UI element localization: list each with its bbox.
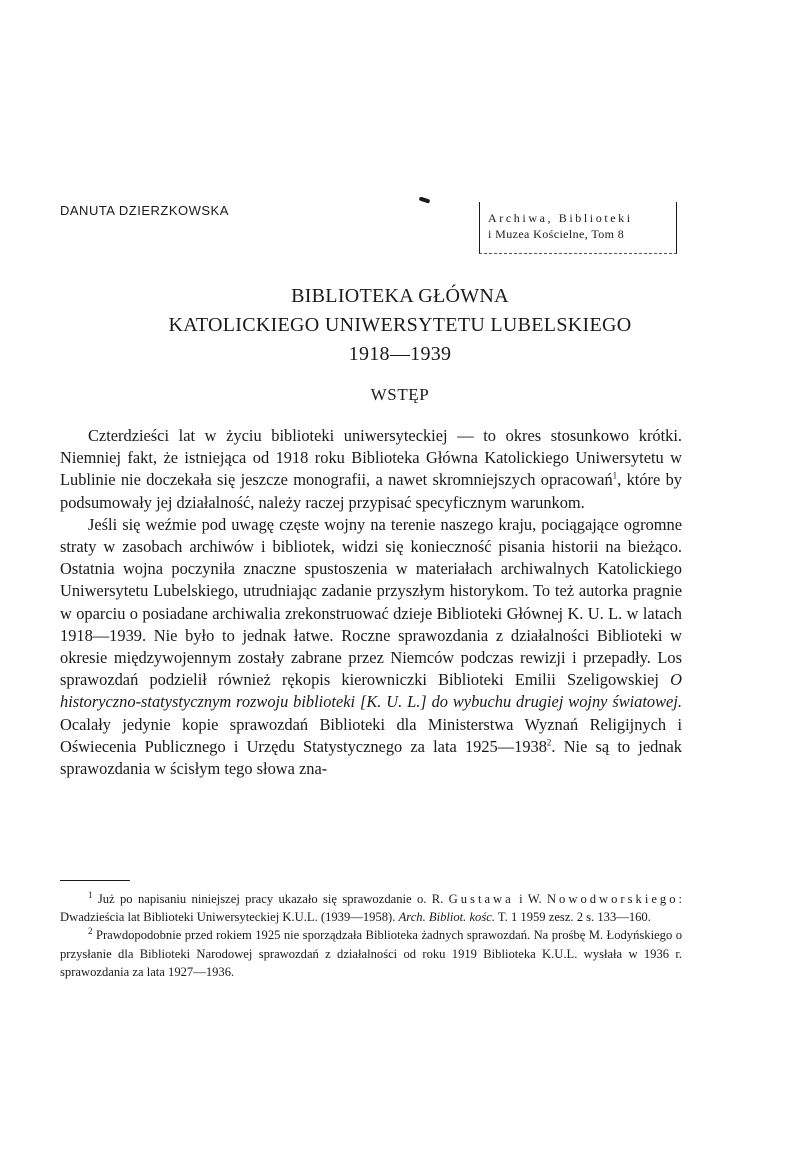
- author-name: DANUTA DZIERZKOWSKA: [60, 203, 229, 218]
- footnote-1: [60, 890, 682, 926]
- footnotes: [60, 890, 682, 981]
- paragraph-2-text-a: Jeśli się weźmie pod uwagę częste wojny na terenie naszego kraju, pociągające ogromne straty w zasobach archiwów i bibliotek, widzi się konieczność pisania historii na bieżąco. Ostatnia wojna poczyniła znaczne spustoszenia w materiałach archiwalnych Katolickiego Uniwersytetu Lubelskiego, utrudniając zadanie przyszłym historykom. To też autorka pragnie w oparciu o posiadane archiwalia zrekonstruować dzieje Biblioteki Głównej K. U. L. w latach 1918—1939. Nie było to jednak łatwe. Roczne sprawozdania z działalności Biblioteki w okresie międzywojennym zostały zabrane przez Niemców podczas rewizji i przepadły. Los sprawozdań podzielił również rękopis kierowniczki Biblioteki Emilii Szeligowskiej: [60, 514, 682, 690]
- footnote-1-text-b: i W.: [513, 892, 547, 906]
- footnote-1-number: 1: [88, 889, 93, 900]
- footnote-1-text-d: T. 1 1959 zesz. 2 s. 133—160.: [494, 910, 651, 925]
- footnote-1-name-gustawa: Gustawa: [448, 892, 514, 906]
- footnote-2: [60, 926, 682, 981]
- paragraph-1-text-b: , które by podsumowały jej działalność, należy raczej przypisać specyficznym warunkom.: [60, 470, 682, 512]
- article-body: [60, 425, 682, 780]
- article-title-line1: BIBLIOTEKA GŁÓWNA: [291, 285, 509, 307]
- footnote-1-name-nowodworskiego: Nowodworskiego: [546, 892, 679, 906]
- journal-reference-line1: Archiwa, Biblioteki: [488, 211, 633, 225]
- footnote-1-text-c: : Dwadzieścia lat Biblioteki Uniwersyteckiej K.U.L. (1939—1958).: [60, 892, 682, 925]
- footnote-ref-1: 1: [612, 470, 618, 481]
- journal-reference-line2: i Muzea Kościelne, Tom 8: [488, 227, 625, 241]
- article-title-years: 1918—1939: [348, 343, 452, 365]
- footnote-1-text-a: Już po napisaniu niniejszej pracy ukazało się sprawozdanie o. R.: [92, 892, 449, 906]
- ink-mark: [419, 196, 431, 203]
- section-heading: WSTĘP: [370, 385, 430, 404]
- paragraph-2-italic-title: O historyczno-statystycznym rozwoju biblioteki [K. U. L.] do wybuchu drugiej wojny światowej.: [60, 670, 682, 712]
- footnote-2-text: Prawdopodobnie przed rokiem 1925 nie sporządzała Biblioteka żadnych sprawozdań. Na prośbę M. Łodyńskiego o przysłanie dla Biblioteki Narodowej sprawozdań z działalności od roku 1919 Biblioteka K.U.L. wysłała w 1936 r. sprawozdania za lata 1927—1936.: [60, 928, 682, 979]
- journal-reference-box: [479, 202, 677, 254]
- article-title-line2: KATOLICKIEGO UNIWERSYTETU LUBELSKIEGO: [168, 314, 632, 336]
- footnote-ref-2: 2: [546, 737, 552, 748]
- paragraph-2-text-b: Ocalały jedynie kopie sprawozdań Biblioteki dla Ministerstwa Wyznań Religijnych i Oświecenia Publicznego i Urzędu Statystycznego za lata 1925—1938: [60, 714, 682, 756]
- footnote-divider: [60, 880, 130, 881]
- paragraph-1: [60, 425, 682, 514]
- footnote-2-number: 2: [88, 926, 93, 937]
- paragraph-2-text-c: . Nie są to jednak sprawozdania w ścisłym tego słowa zna-: [60, 736, 682, 779]
- paragraph-2: [60, 514, 682, 780]
- paragraph-1-text-a: Czterdzieści lat w życiu biblioteki uniwersyteckiej — to okres stosunkowo krótki. Niemniej fakt, że istniejąca od 1918 roku Biblioteka Główna Katolickiego Uniwersytetu w Lublinie nie doczekała się jeszcze monografii, a nawet skromniejszych opracowań: [60, 426, 682, 490]
- footnote-1-journal-abbrev: Arch. Bibliot. kośc.: [398, 910, 495, 925]
